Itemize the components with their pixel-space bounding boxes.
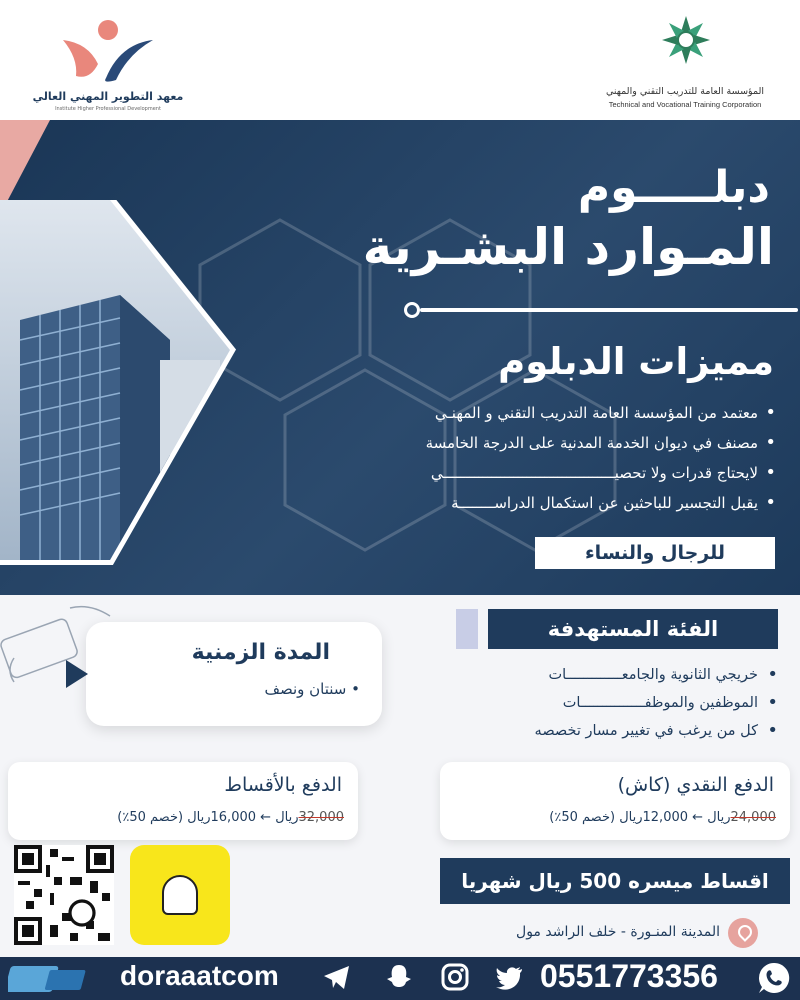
installments-banner: اقساط ميسره 500 ريال شهريا bbox=[440, 858, 790, 904]
features-list bbox=[280, 400, 780, 520]
cash-currency: ريال bbox=[707, 810, 731, 825]
device-icons bbox=[8, 962, 98, 996]
target-item: • كل من يرغب في تغيير مسار تخصصه bbox=[420, 718, 780, 746]
installment-old-price: 32,000 bbox=[298, 810, 344, 825]
website-text[interactable]: doraaatcom bbox=[120, 960, 279, 991]
duration-value: • سنتان ونصف bbox=[264, 680, 360, 698]
duration-text: سنتان ونصف bbox=[264, 680, 347, 698]
cash-new-price: 12,000 bbox=[642, 810, 689, 825]
target-list bbox=[420, 662, 780, 746]
institute-subtitle: Institute Higher Professional Development bbox=[55, 106, 161, 112]
location-text: المدينة المنـورة - خلف الراشد مول bbox=[516, 924, 720, 940]
location-icon bbox=[728, 918, 758, 948]
snapchat-code[interactable] bbox=[130, 845, 230, 945]
institute-logo bbox=[18, 14, 198, 114]
installment-payment-card bbox=[8, 762, 358, 840]
cash-payment-card bbox=[440, 762, 790, 840]
feature-item: • معتمد من المؤسسة العامة التدريب التقني و المهنـي bbox=[280, 400, 780, 430]
duration-arrow-icon bbox=[66, 660, 88, 688]
duration-card bbox=[86, 622, 382, 726]
feature-item: • مصنف في ديوان الخدمة المدنية على الدرجة الخامسة bbox=[280, 430, 780, 460]
cash-title: الدفع النقدي (كاش) bbox=[617, 774, 774, 796]
installment-currency: ريال bbox=[187, 810, 211, 825]
target-heading: الفئة المستهدفة bbox=[488, 609, 778, 649]
institute-name: معهد التطوير المهني العالي bbox=[32, 90, 184, 103]
institute-logo-mark bbox=[58, 18, 158, 84]
installment-currency: ريال bbox=[275, 810, 299, 825]
diploma-title: المـوارد البشـرية bbox=[362, 218, 774, 276]
tvtc-name-en: Technical and Vocational Training Corporation bbox=[608, 100, 762, 109]
tvtc-emblem bbox=[660, 14, 712, 66]
cash-discount: (خصم 50٪) bbox=[549, 810, 616, 825]
diploma-label: دبلـــــوم bbox=[577, 162, 770, 213]
installment-new-price: 16,000 bbox=[210, 810, 257, 825]
cash-old-price: 24,000 bbox=[730, 810, 776, 825]
target-item: • خريجي الثانوية والجامعـــــــــــــات bbox=[420, 662, 780, 690]
title-divider bbox=[420, 308, 798, 312]
snapchat-icon[interactable] bbox=[384, 962, 414, 992]
whatsapp-qr-code[interactable] bbox=[14, 845, 114, 945]
whatsapp-icon[interactable] bbox=[756, 960, 792, 996]
phone-number[interactable]: 0551773356 bbox=[540, 958, 718, 994]
target-item: • الموظفين والموظفـــــــــــــــات bbox=[420, 690, 780, 718]
cash-price: 24,000ريال ← 12,000ريال (خصم 50٪) bbox=[549, 810, 776, 825]
installment-discount: (خصم 50٪) bbox=[117, 810, 184, 825]
target-tab-accent bbox=[456, 609, 478, 649]
tvtc-logo bbox=[580, 14, 790, 114]
snapchat-ghost-icon bbox=[162, 875, 198, 915]
features-heading: مميزات الدبلوم bbox=[498, 340, 774, 383]
audience-tag: للرجال والنساء bbox=[535, 537, 775, 569]
installment-title: الدفع بالأقساط bbox=[224, 774, 342, 796]
title-divider-dot bbox=[404, 302, 420, 318]
tvtc-name-ar: المؤسسة العامة للتدريب التقني والمهني bbox=[606, 86, 764, 97]
cash-currency: ريال bbox=[619, 810, 643, 825]
twitter-icon[interactable] bbox=[494, 962, 524, 992]
telegram-icon[interactable] bbox=[322, 962, 352, 992]
duration-heading: المدة الزمنية bbox=[191, 640, 330, 665]
instagram-icon[interactable] bbox=[440, 962, 470, 992]
feature-item: • لايحتاج قدرات ولا تحصيـــــــــــــــــــــــــــــــــــــــي bbox=[280, 460, 780, 490]
building-photo bbox=[0, 200, 240, 580]
feature-item: • يقبل التجسير للباحثين عن استكمال الدراســــــــة bbox=[280, 490, 780, 520]
installment-price: 32,000ريال ← 16,000ريال (خصم 50٪) bbox=[117, 810, 344, 825]
